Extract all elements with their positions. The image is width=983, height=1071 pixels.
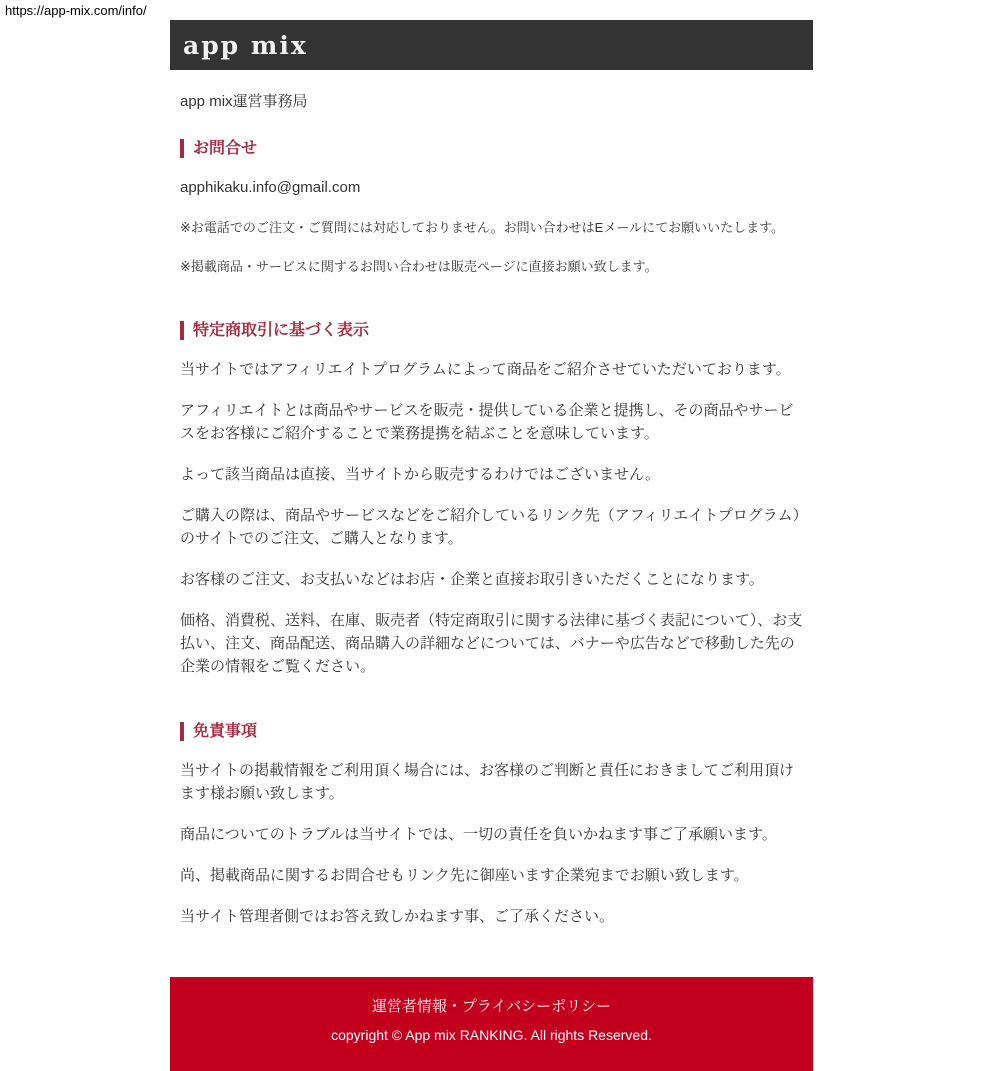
contact-email: apphikaku.info@gmail.com	[180, 179, 361, 196]
section-heading-contact: お問合せ	[180, 139, 803, 158]
paragraph: お客様のご注文、お支払いなどはお店・企業と直接お取引きいただくことになります。	[180, 571, 764, 588]
page-container	[170, 20, 813, 1071]
paragraph: 当サイトの掲載情報をご利用頂く場合には、お客様のご判断と責任におきましてご利用頂けます様お願い致します。	[180, 762, 794, 802]
contact-note: ※掲載商品・サービスに関するお問い合わせは販売ページに直接お願い致します。	[180, 259, 658, 274]
browser-url: https://app-mix.com/info/	[5, 3, 147, 18]
main-content	[170, 90, 813, 928]
section-disclaimer	[180, 722, 803, 928]
operator-name: app mix運営事務局	[180, 93, 308, 110]
paragraph: 商品についてのトラブルは当サイトでは、一切の責任を負いかねます事ご了承願います。	[180, 826, 777, 843]
paragraph: よって該当商品は直接、当サイトから販売するわけではございません。	[180, 466, 660, 483]
section-heading-disclaimer: 免責事項	[180, 722, 803, 741]
paragraph: 尚、掲載商品に関するお問合せもリンク先に御座います企業宛までお願い致します。	[180, 867, 749, 884]
footer-copyright: copyright © App mix RANKING. All rights Reserved.	[331, 1027, 652, 1043]
contact-note: ※お電話でのご注文・ご質問には対応しておりません。お問い合わせはEメールにてお願いいたします。	[180, 220, 785, 235]
paragraph: 当サイトではアフィリエイトプログラムによって商品をご紹介させていただいております。	[180, 361, 791, 378]
paragraph: ご購入の際は、商品やサービスなどをご紹介しているリンク先（アフィリエイトプログラム）のサイトでのご注文、ご購入となります。	[180, 507, 801, 547]
paragraph: アフィリエイトとは商品やサービスを販売・提供している企業と提携し、その商品やサービスをお客様にご紹介することで業務提携を結ぶことを意味しています。	[180, 402, 794, 442]
footer-privacy-policy-link[interactable]: 運営者情報・プライバシーポリシー	[371, 998, 612, 1015]
site-footer	[170, 977, 813, 1071]
section-heading-commercial-transaction: 特定商取引に基づく表示	[180, 321, 803, 340]
section-contact	[180, 139, 803, 277]
paragraph: 当サイト管理者側ではお答え致しかねます事、ご了承ください。	[180, 908, 614, 925]
site-header	[170, 20, 813, 70]
section-commercial-transaction	[180, 321, 803, 678]
site-logo[interactable]: app mix	[183, 30, 308, 60]
paragraph: 価格、消費税、送料、在庫、販売者（特定商取引に関する法律に基づく表記について）、お支払い、注文、商品配送、商品購入の詳細などについては、バナーや広告などで移動した先の企業の情報をご覧ください。	[180, 612, 803, 675]
